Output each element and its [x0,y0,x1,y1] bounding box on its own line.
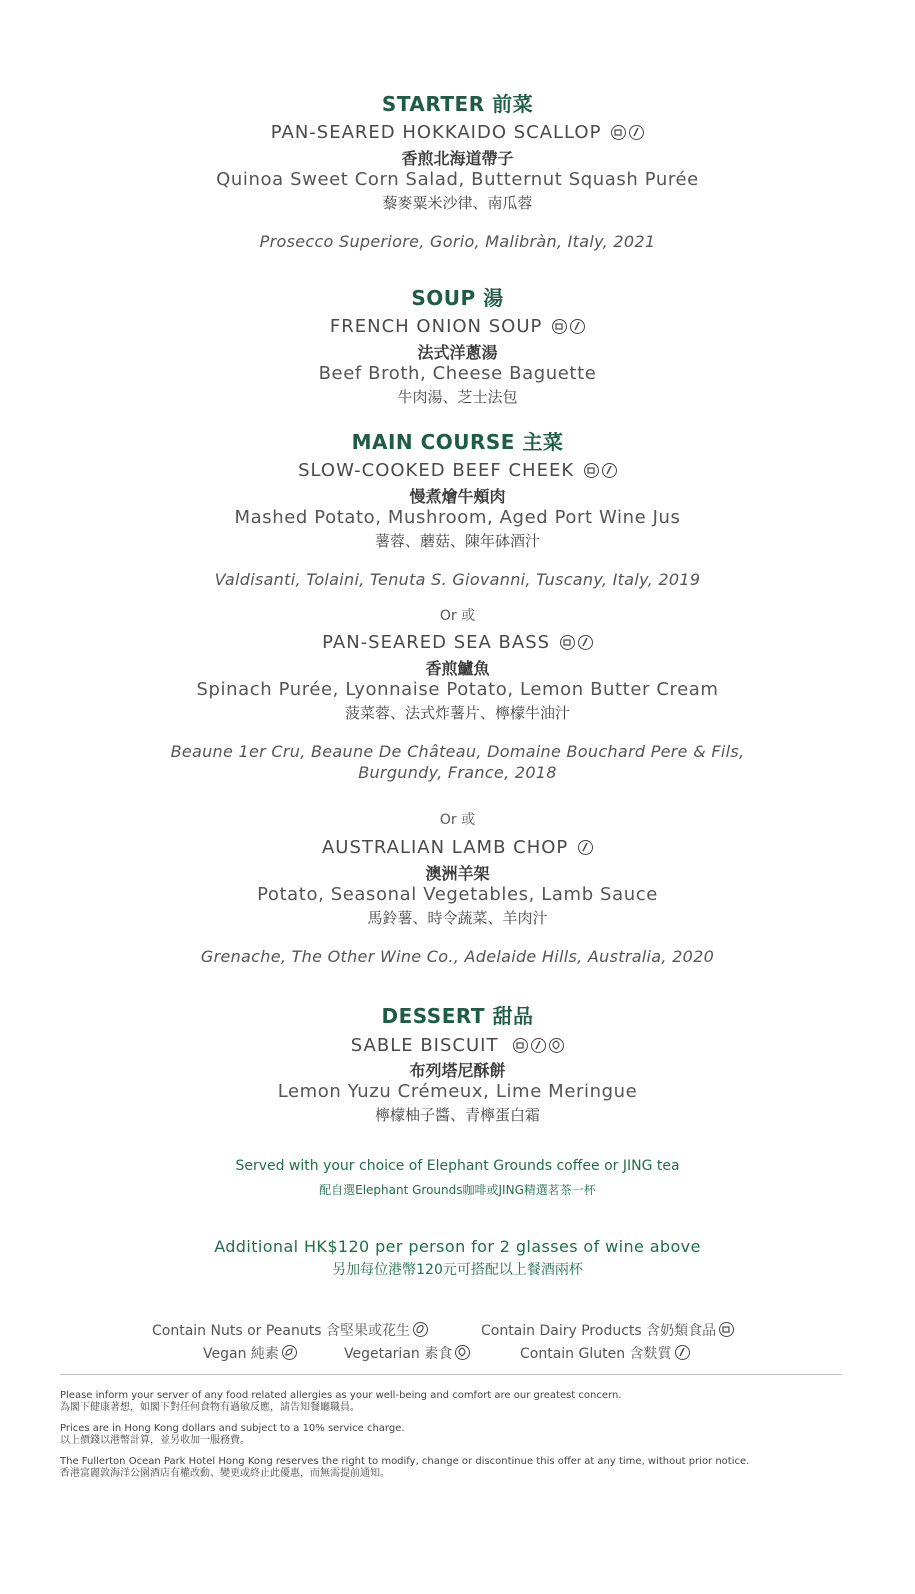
gluten-icon [629,125,644,140]
soup-dish-name: FRENCH ONION SOUP [329,316,543,337]
legend-vegan-label: Vegan 純素 [203,1346,279,1362]
dairy-icon [584,463,599,478]
nuts-icon [413,1322,428,1337]
or-separator: Or 或 [439,812,476,828]
starter-description: Quinoa Sweet Corn Salad, Butternut Squash Purée [216,169,699,190]
dessert-dish-name-zh: 布列塔尼酥餅 [409,1061,506,1080]
dessert-description-zh: 檸檬柚子醬、青檸蛋白霜 [374,1106,540,1124]
lamb-dish-title [0,837,915,858]
seabass-dish-name: PAN-SEARED SEA BASS [322,632,551,653]
dairy-icon [611,125,626,140]
dairy-icon [560,635,575,650]
legend-vegetarian-label: Vegetarian 素食 [344,1346,453,1362]
soup-description: Beef Broth, Cheese Baguette [318,363,597,384]
lamb-wine: Grenache, The Other Wine Co., Adelaide Hills, Australia, 2020 [200,947,715,966]
starter-dish-name: PAN-SEARED HOKKAIDO SCALLOP [270,122,602,143]
beef-dish-title [0,460,915,481]
legend-nuts [152,1320,428,1340]
starter-wine: Prosecco Superiore, Gorio, Malibràn, Italy, 2021 [259,232,656,251]
gluten-icon [578,635,593,650]
gluten-icon [531,1038,546,1053]
dessert-description: Lemon Yuzu Crémeux, Lime Meringue [277,1081,638,1102]
dairy-icon [513,1038,528,1053]
prices-note-zh: 以上價錢以港幣計算，並另收加一服務費。 [60,1435,250,1446]
legend-dairy [481,1320,734,1340]
dessert-heading: DESSERT 甜品 [381,1004,534,1028]
seabass-wine-line2: Burgundy, France, 2018 [358,763,557,782]
allergy-note-zh: 為閣下健康著想，如閣下對任何食物有過敏反應，請告知餐廳職員。 [60,1402,360,1413]
legend-gluten [520,1343,690,1363]
rights-note-zh: 香港富麗敦海洋公園酒店有權改動、變更或終止此優惠，而無需提前通知。 [60,1468,390,1479]
prices-note: Prices are in Hong Kong dollars and subject to a 10% service charge. [60,1423,405,1434]
soup-description-zh: 牛肉湯、芝士法包 [397,388,518,406]
footer-divider [60,1374,842,1375]
lamb-description-zh: 馬鈴薯、時令蔬菜、羊肉汁 [367,909,548,927]
starter-dish-title [0,122,915,143]
soup-dish-name-zh: 法式洋蔥湯 [417,343,498,362]
served-with-note-zh: 配自選Elephant Grounds咖啡或JING精選茗茶一杯 [319,1183,596,1197]
rights-note: The Fullerton Ocean Park Hotel Hong Kong reserves the right to modify, change or discontinue this offer at any time, without prior notice. [60,1456,750,1467]
seabass-wine-line1: Beaune 1er Cru, Beaune De Château, Domaine Bouchard Pere & Fils, [170,742,745,761]
beef-description-zh: 薯蓉、蘑菇、陳年砵酒汁 [374,532,540,550]
seabass-dish-name-zh: 香煎鱸魚 [425,659,490,678]
vegetarian-icon [549,1038,564,1053]
allergy-note: Please inform your server of any food related allergies as your well-being and comfort are our greatest concern. [60,1390,622,1401]
dessert-dish-title [0,1035,915,1056]
gluten-icon [675,1345,690,1360]
beef-wine: Valdisanti, Tolaini, Tenuta S. Giovanni, Tuscany, Italy, 2019 [214,570,701,589]
vegan-icon [282,1345,297,1360]
soup-heading: SOUP 湯 [411,286,504,310]
legend-vegetarian [344,1343,470,1363]
soup-dish-title [0,316,915,337]
beef-description: Mashed Potato, Mushroom, Aged Port Wine Jus [234,507,681,528]
legend-nuts-label: Contain Nuts or Peanuts 含堅果或花生 [152,1323,410,1339]
lamb-dish-name: AUSTRALIAN LAMB CHOP [321,837,569,858]
lamb-dish-name-zh: 澳洲羊架 [425,864,490,883]
dairy-icon [719,1322,734,1337]
gluten-icon [602,463,617,478]
dessert-dish-name: SABLE BISCUIT [350,1035,499,1056]
served-with-note: Served with your choice of Elephant Grounds coffee or JING tea [235,1158,680,1174]
legend-dairy-label: Contain Dairy Products 含奶類食品 [481,1323,717,1339]
starter-dish-name-zh: 香煎北海道帶子 [401,149,514,168]
vegetarian-icon [455,1345,470,1360]
main-course-heading: MAIN COURSE 主菜 [351,430,564,454]
or-separator: Or 或 [439,608,476,624]
legend-gluten-label: Contain Gluten 含麩質 [520,1346,672,1362]
beef-dish-name: SLOW-COOKED BEEF CHEEK [298,460,575,481]
dairy-icon [552,319,567,334]
gluten-icon [578,840,593,855]
wine-pairing-offer: Additional HK$120 per person for 2 glasses of wine above [214,1237,701,1256]
legend-vegan [203,1343,297,1363]
beef-dish-name-zh: 慢煮燴牛頰肉 [409,487,506,506]
wine-pairing-offer-zh: 另加每位港幣120元可搭配以上餐酒兩杯 [332,1262,583,1278]
starter-heading: STARTER 前菜 [381,92,534,116]
seabass-dish-title [0,632,915,653]
starter-description-zh: 藜麥粟米沙律、南瓜蓉 [382,194,533,212]
lamb-description: Potato, Seasonal Vegetables, Lamb Sauce [257,884,658,905]
seabass-description: Spinach Purée, Lyonnaise Potato, Lemon Butter Cream [196,679,719,700]
seabass-description-zh: 菠菜蓉、法式炸薯片、檸檬牛油汁 [344,704,570,722]
gluten-icon [570,319,585,334]
